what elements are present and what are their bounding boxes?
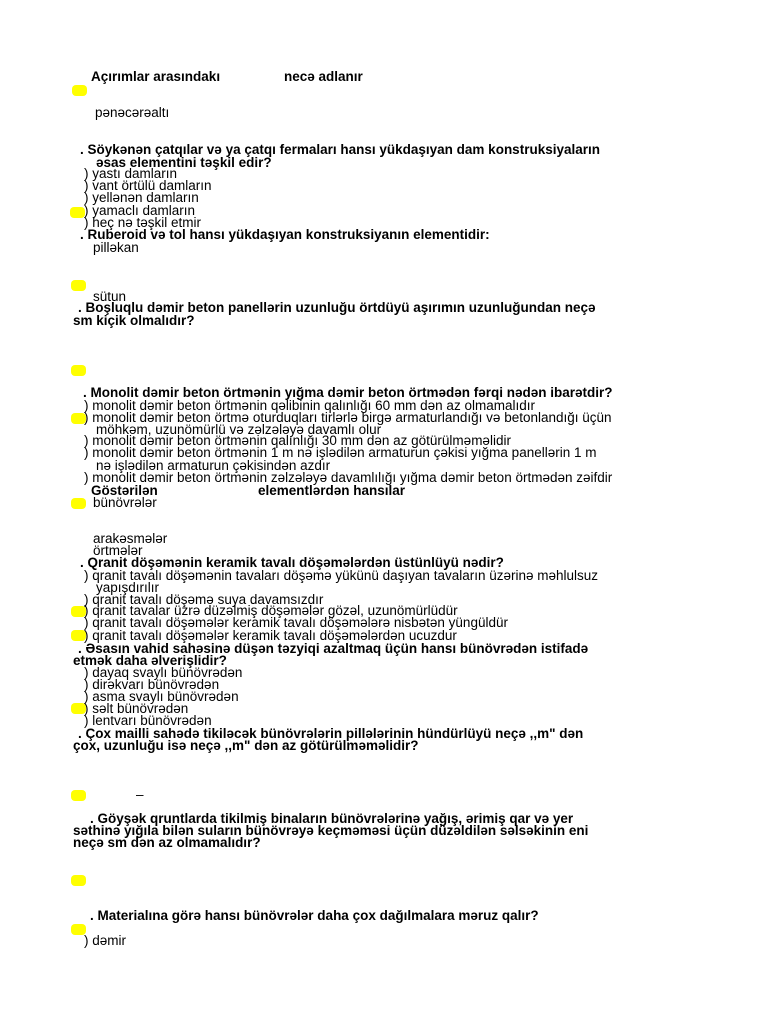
question-2-option: ) yamaclı damların [84, 203, 196, 218]
answer-highlight [71, 498, 86, 509]
question-5-option: ) monolit dəmir beton örtmənin 1 m nə işlədilən armaturun çəkisi yığma panellərin 1 m [84, 445, 597, 460]
question-1-part2: necə adlanır [284, 69, 363, 84]
answer-6-item: arakəsmələr [93, 531, 168, 546]
question-7-option: ) qranit tavalı döşəmə suya davamsızdır [84, 592, 324, 607]
question-7-option: yapışdırılır [96, 580, 160, 595]
question-3-line1: . Ruberoid və tol hansı yükdaşıyan konstruksiyanın elementidir: [80, 227, 490, 242]
question-6-part2: elementlərdən hansılar [258, 483, 406, 498]
answer-6-item: örtmələr [93, 543, 143, 558]
question-8-option: ) lentvarı bünövrədən [84, 713, 212, 728]
question-8-option: ) səlt bünövrədən [84, 701, 189, 716]
answer-3-item: sütun [93, 289, 127, 304]
answer-highlight [71, 875, 86, 886]
question-10-line3: neçə sm dən az olmamalıdır? [73, 835, 261, 850]
question-10-line2: səthinə yığıla bilən suların bünövrəyə keçməməsi üçün düzəldilən səlsəkinin eni [73, 823, 589, 838]
answer-highlight [72, 85, 87, 96]
question-2-option: ) vant örtülü damların [84, 178, 212, 193]
question-5-option: ) monolit dəmir beton örtmənin qalınlığı 30 mm dən az götürülməməlidir [84, 433, 511, 448]
answer-3-item: pilləkan [93, 240, 139, 255]
answer-6-item: bünövrələr [93, 495, 157, 510]
question-7-option: ) qranit tavalar üzrə düzəlmiş döşəmələr gözəl, uzunömürlüdür [84, 603, 458, 618]
answer-1: pənəcərəaltı [95, 105, 170, 120]
question-5-option: ) monolit dəmir beton örtmənin zəlzələyə davamlılığı yığma dəmir beton örtmədən zəifdir [84, 470, 613, 485]
question-7-option: ) qranit tavalı döşəmələr keramik tavalı döşəmələrə nisbətən yüngüldür [84, 615, 508, 630]
question-5-line1: . Monolit dəmir beton örtmənin yığma dəmir beton örtmədən fərqi nədən ibarətdir? [83, 385, 613, 400]
question-2-option: ) yastı damların [84, 166, 178, 181]
question-7-option: ) qranit tavalı döşəmənin tavaları döşəmə yükünü daşıyan tavaların üzərinə məhlulsuz [84, 568, 599, 583]
question-5-option: ) monolit dəmir beton örtmənin qəlibinin qalınlığı 60 mm dən az olmamalıdır [84, 398, 535, 413]
question-2-line1: . Söykənən çatqılar və ya çatqı fermaları hansı yükdaşıyan dam konstruksiyaların [80, 142, 600, 157]
question-9-line2: çox, uzunluğu isə neçə ,,m" dən az götürülməməlidir? [73, 738, 419, 753]
question-8-option: ) dayaq svaylı bünövrədən [84, 665, 243, 680]
question-4-line1: . Boşluqlu dəmir beton panellərin uzunluğu örtdüyü aşırımın uzunluğundan neçə [78, 300, 596, 315]
question-10-line1: . Göyşək qruntlarda tikilmiş binaların bünövrələrinə yağış, ərimiş qar və yer [90, 811, 574, 826]
question-11-line1: . Materialına görə hansı bünövrələr daha çox dağılmalara məruz qalır? [90, 908, 539, 923]
question-2-option: ) heç nə təşkil etmir [84, 215, 202, 230]
question-1-part1: Açırımlar arasındakı [91, 69, 221, 84]
question-7-option: ) qranit tavalı döşəmələr keramik tavalı döşəmələrdən ucuzdur [84, 628, 457, 643]
question-8-line2: etmək daha əlverişlidir? [73, 653, 227, 668]
question-2-option: ) yellənən damların [84, 190, 199, 205]
answer-highlight [71, 790, 86, 801]
question-8-line1: . Əsasın vahid sahəsinə düşən təzyiqi azaltmaq üçün hansı bünövrədən istifadə [78, 641, 589, 656]
question-9-line1: . Çox mailli sahədə tikiləcək bünövrələrin pillələrinin hündürlüyü neçə ,,m" dən [78, 726, 584, 741]
question-2-line2: əsas elementini təşkil edir? [96, 155, 272, 170]
question-5-option: nə işlədilən armaturun çəkisindən azdır [96, 458, 331, 473]
question-5-option: ) monolit dəmir beton örtmə oturduqları tirlərlə birgə armaturlandığı və betonlandığı üçün [84, 410, 612, 425]
answer-11: ) dəmir [84, 933, 127, 948]
question-7-line1: . Qranit döşəmənin keramik tavalı döşəmələrdən üstünlüyü nədir? [80, 555, 504, 570]
question-4-line2: sm kiçik olmalıdır? [73, 313, 195, 328]
question-6-part1: Göstərilən [91, 483, 158, 498]
answer-9: – [136, 787, 144, 802]
question-8-option: ) asma svaylı bünövrədən [84, 689, 239, 704]
answer-highlight [70, 207, 85, 218]
question-5-option: möhkəm, uzunömürlü və zəlzələyə davamlı olur [96, 422, 382, 437]
question-8-option: ) dirəkvarı bünövrədən [84, 677, 220, 692]
answer-highlight [71, 365, 86, 376]
answer-highlight [71, 280, 86, 291]
